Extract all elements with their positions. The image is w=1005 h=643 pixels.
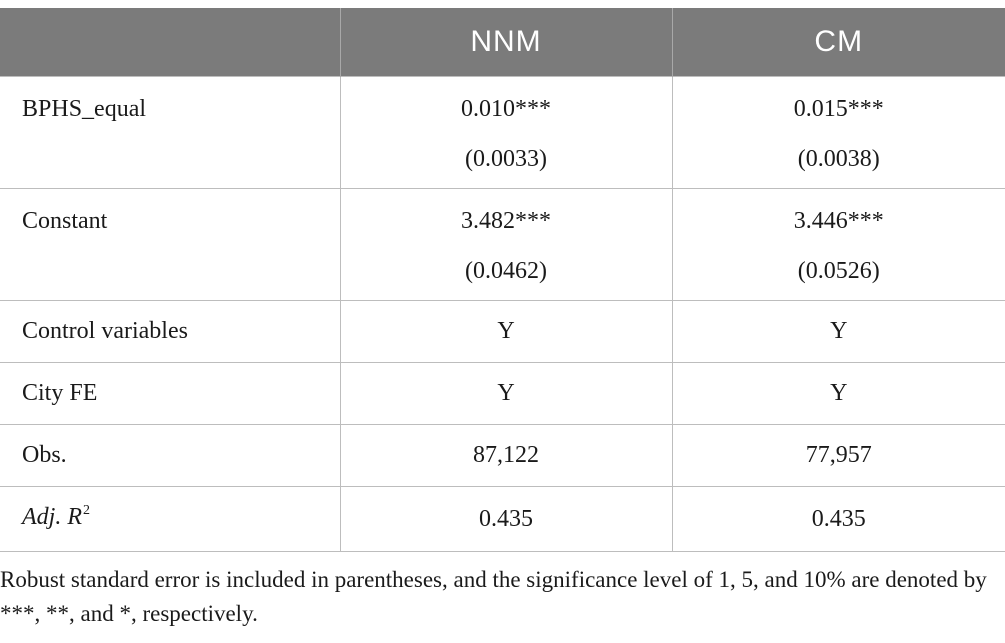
nnm-cell: 0.435 xyxy=(340,487,672,552)
row-label xyxy=(0,487,340,552)
table-row xyxy=(0,189,1005,301)
table-body xyxy=(0,77,1005,552)
header-blank xyxy=(0,8,340,77)
cm-cell xyxy=(672,189,1005,301)
nnm-cell: 87,122 xyxy=(340,425,672,487)
row-label-text: BPHS_equal xyxy=(22,96,147,122)
cm-cell: 77,957 xyxy=(672,425,1005,487)
cm-cell: Y xyxy=(672,363,1005,425)
row-label-text: Constant xyxy=(22,208,108,234)
table-row xyxy=(0,363,1005,425)
nnm-cell xyxy=(340,77,672,189)
results-table-container xyxy=(0,8,1005,552)
header-nnm: NNM xyxy=(340,8,672,77)
table-row xyxy=(0,301,1005,363)
cm-cell: Y xyxy=(672,301,1005,363)
table-row xyxy=(0,487,1005,552)
nnm-coef: 3.482*** xyxy=(461,208,551,234)
cm-se: (0.0038) xyxy=(797,146,880,172)
row-label: Control variables xyxy=(0,301,340,363)
row-label xyxy=(0,77,340,189)
nnm-se: (0.0033) xyxy=(465,146,547,172)
header-row xyxy=(0,8,1005,77)
results-table xyxy=(0,8,1005,552)
nnm-coef: 0.010*** xyxy=(461,96,551,122)
header-cm: CM xyxy=(672,8,1005,77)
cm-cell: 0.435 xyxy=(672,487,1005,552)
cm-coef: 0.015*** xyxy=(793,96,884,122)
nnm-cell: Y xyxy=(340,301,672,363)
cm-se: (0.0526) xyxy=(797,258,880,284)
cm-cell xyxy=(672,77,1005,189)
cm-coef: 3.446*** xyxy=(793,208,884,234)
row-label xyxy=(0,189,340,301)
nnm-se: (0.0462) xyxy=(465,258,547,284)
nnm-cell: Y xyxy=(340,363,672,425)
table-header xyxy=(0,8,1005,77)
adj-r-superscript: 2 xyxy=(83,503,90,518)
adj-r-label: Adj. R xyxy=(22,504,82,530)
table-row xyxy=(0,77,1005,189)
table-row xyxy=(0,425,1005,487)
table-footnote: Robust standard error is included in parentheses, and the significance level of 1, 5, and 10% are denoted by ***, **, and *, respectively. xyxy=(0,567,987,626)
row-label: City FE xyxy=(0,363,340,425)
nnm-cell xyxy=(340,189,672,301)
row-label: Obs. xyxy=(0,425,340,487)
